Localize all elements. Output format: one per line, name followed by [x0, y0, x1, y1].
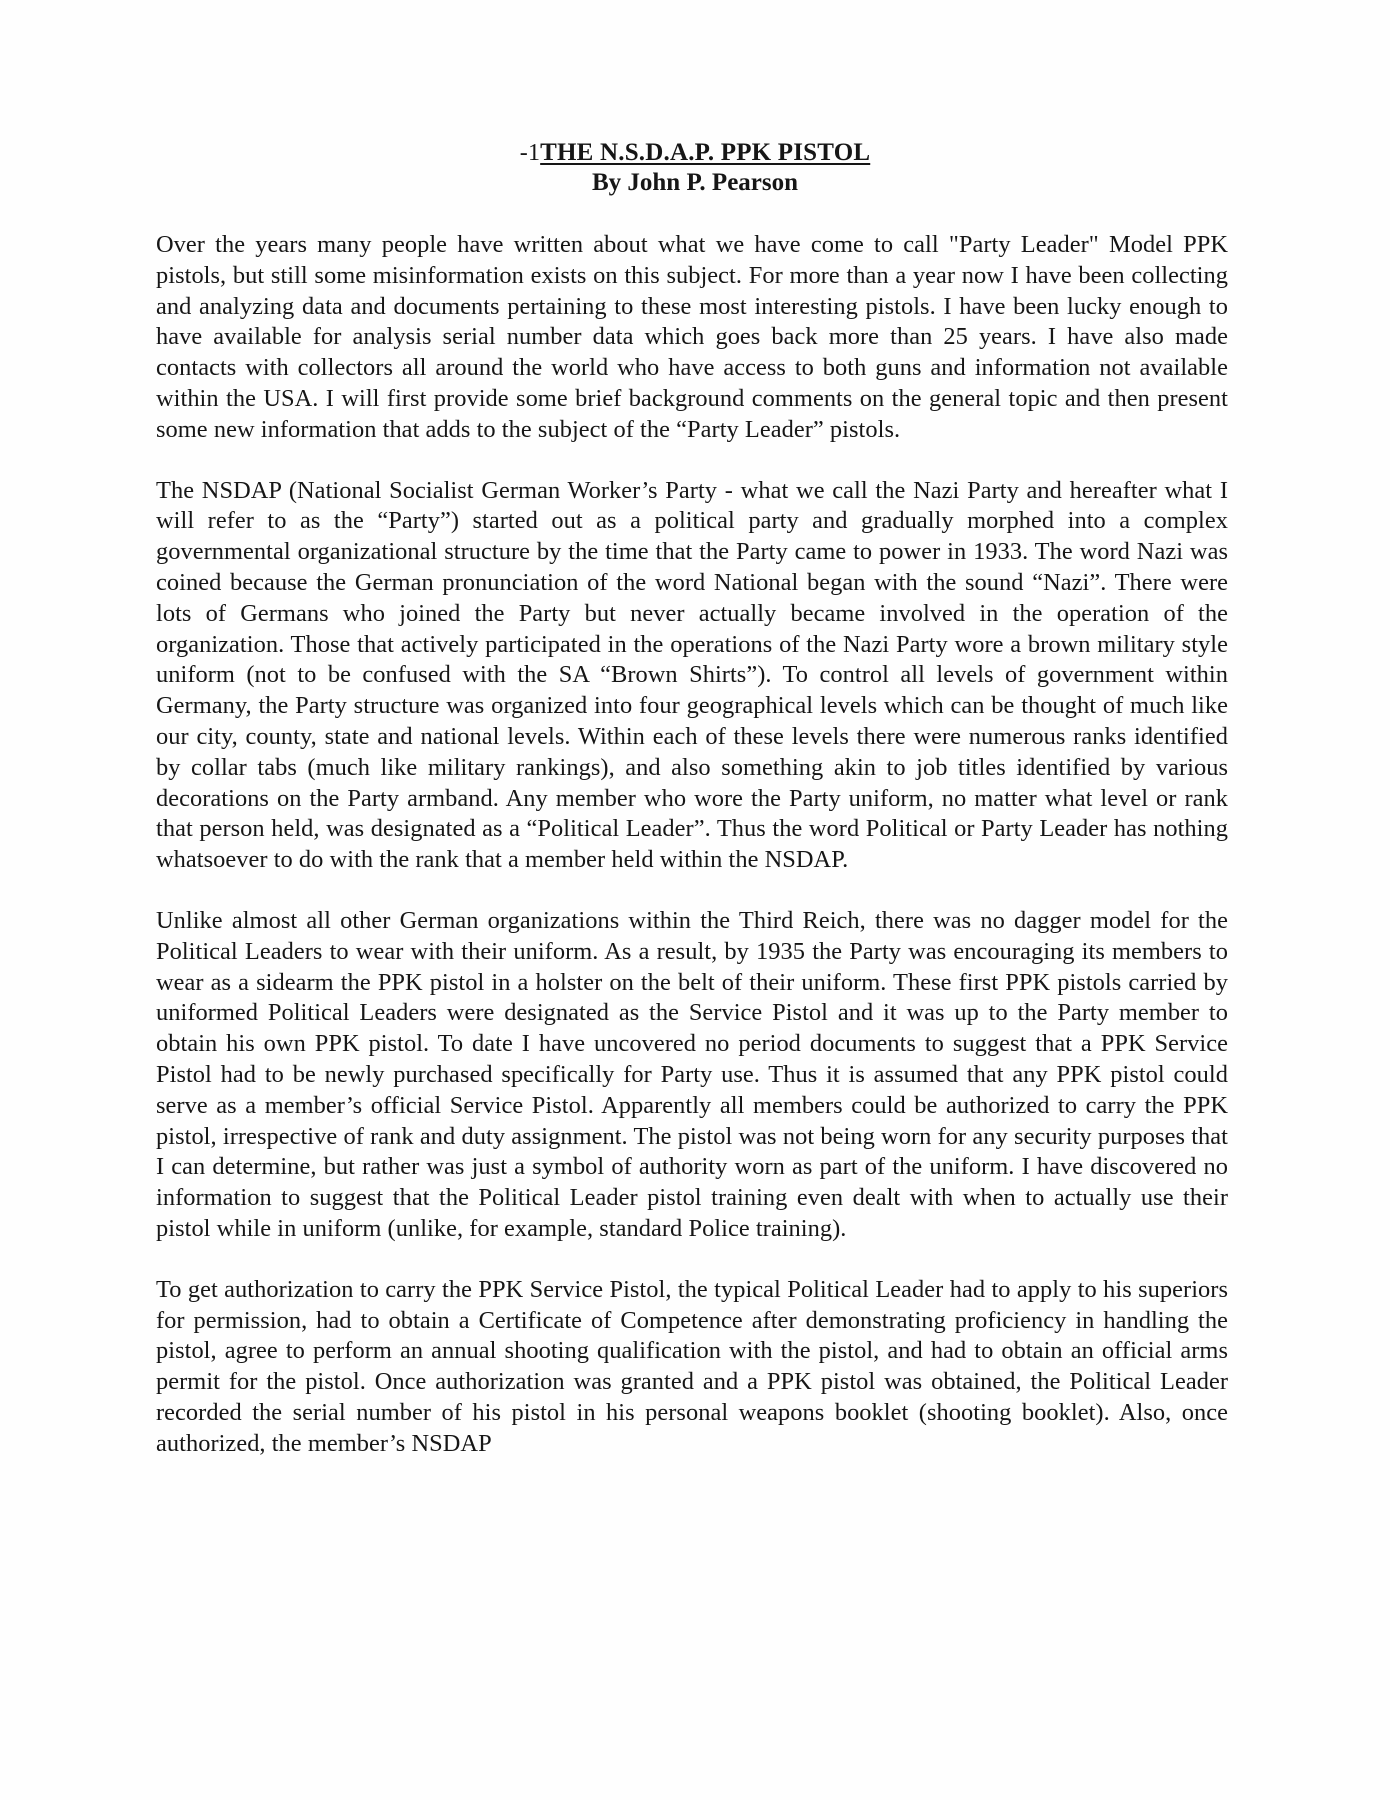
- paragraph-nsdap-structure: The NSDAP (National Socialist German Worker’s Party - what we call the Nazi Party and hereafter what I will refer to as the “Party”) started out as a political party and gradually morphed into a complex governmental organizational structure by the time that the Party came to power in 1933. The word Nazi was coined because the German pronunciation of the word National began with the sound “Nazi”. There were lots of Germans who joined the Party but never actually became involved in the operation of the organization. Those that actively participated in the operations of the Nazi Party wore a brown military style uniform (not to be confused with the SA “Brown Shirts”). To control all levels of government within Germany, the Party structure was organized into four geographical levels which can be thought of much like our city, county, state and national levels. Within each of these levels there were numerous ranks identified by collar tabs (much like military rankings), and also something akin to job titles identified by various decorations on the Party armband. Any member who wore the Party uniform, no matter what level or rank that person held, was designated as a “Political Leader”. Thus the word Political or Party Leader has nothing whatsoever to do with the rank that a member held within the NSDAP.: [156, 476, 1228, 874]
- paragraph-authorization: To get authorization to carry the PPK Service Pistol, the typical Political Leader had to apply to his superiors for permission, had to obtain a Certificate of Competence after demonstrating proficiency in handling the pistol, agree to perform an annual shooting qualification with the pistol, and had to obtain an official arms permit for the pistol. Once authorization was granted and a PPK pistol was obtained, the Political Leader recorded the serial number of his pistol in his personal weapons booklet (shooting booklet). Also, once authorized, the member’s NSDAP: [156, 1275, 1228, 1457]
- paragraph-service-pistol: Unlike almost all other German organizations within the Third Reich, there was no dagger model for the Political Leaders to wear with their uniform. As a result, by 1935 the Party was encouraging its members to wear as a sidearm the PPK pistol in a holster on the belt of their uniform. These first PPK pistols carried by uniformed Political Leaders were designated as the Service Pistol and it was up to the Party member to obtain his own PPK pistol. To date I have uncovered no period documents to suggest that a PPK Service Pistol had to be newly purchased specifically for Party use. Thus it is assumed that any PPK pistol could serve as a member’s official Service Pistol. Apparently all members could be authorized to carry the PPK pistol, irrespective of rank and duty assignment. The pistol was not being worn for any security purposes that I can determine, but rather was just a symbol of authority worn as part of the uniform. I have discovered no information to suggest that the Political Leader pistol training even dealt with when to actually use their pistol while in uniform (unlike, for example, standard Police training).: [156, 906, 1228, 1242]
- author-byline: By John P. Pearson: [591, 169, 799, 196]
- title-line: [0, 138, 1390, 168]
- article-body: [156, 230, 1228, 1459]
- document-header: [0, 138, 1390, 198]
- paragraph-background: Over the years many people have written about what we have come to call "Party Leader" Model PPK pistols, but still some misinformation exists on this subject. For more than a year now I have been collecting and analyzing data and documents pertaining to these most interesting pistols. I have been lucky enough to have available for analysis serial number data which goes back more than 25 years. I have also made contacts with collectors all around the world who have access to both guns and information not available within the USA. I will first provide some brief background comments on the general topic and then present some new information that adds to the subject of the “Party Leader” pistols.: [156, 231, 1228, 443]
- page-number: -1: [519, 140, 541, 166]
- page-title: THE N.S.D.A.P. PPK PISTOL: [540, 139, 871, 166]
